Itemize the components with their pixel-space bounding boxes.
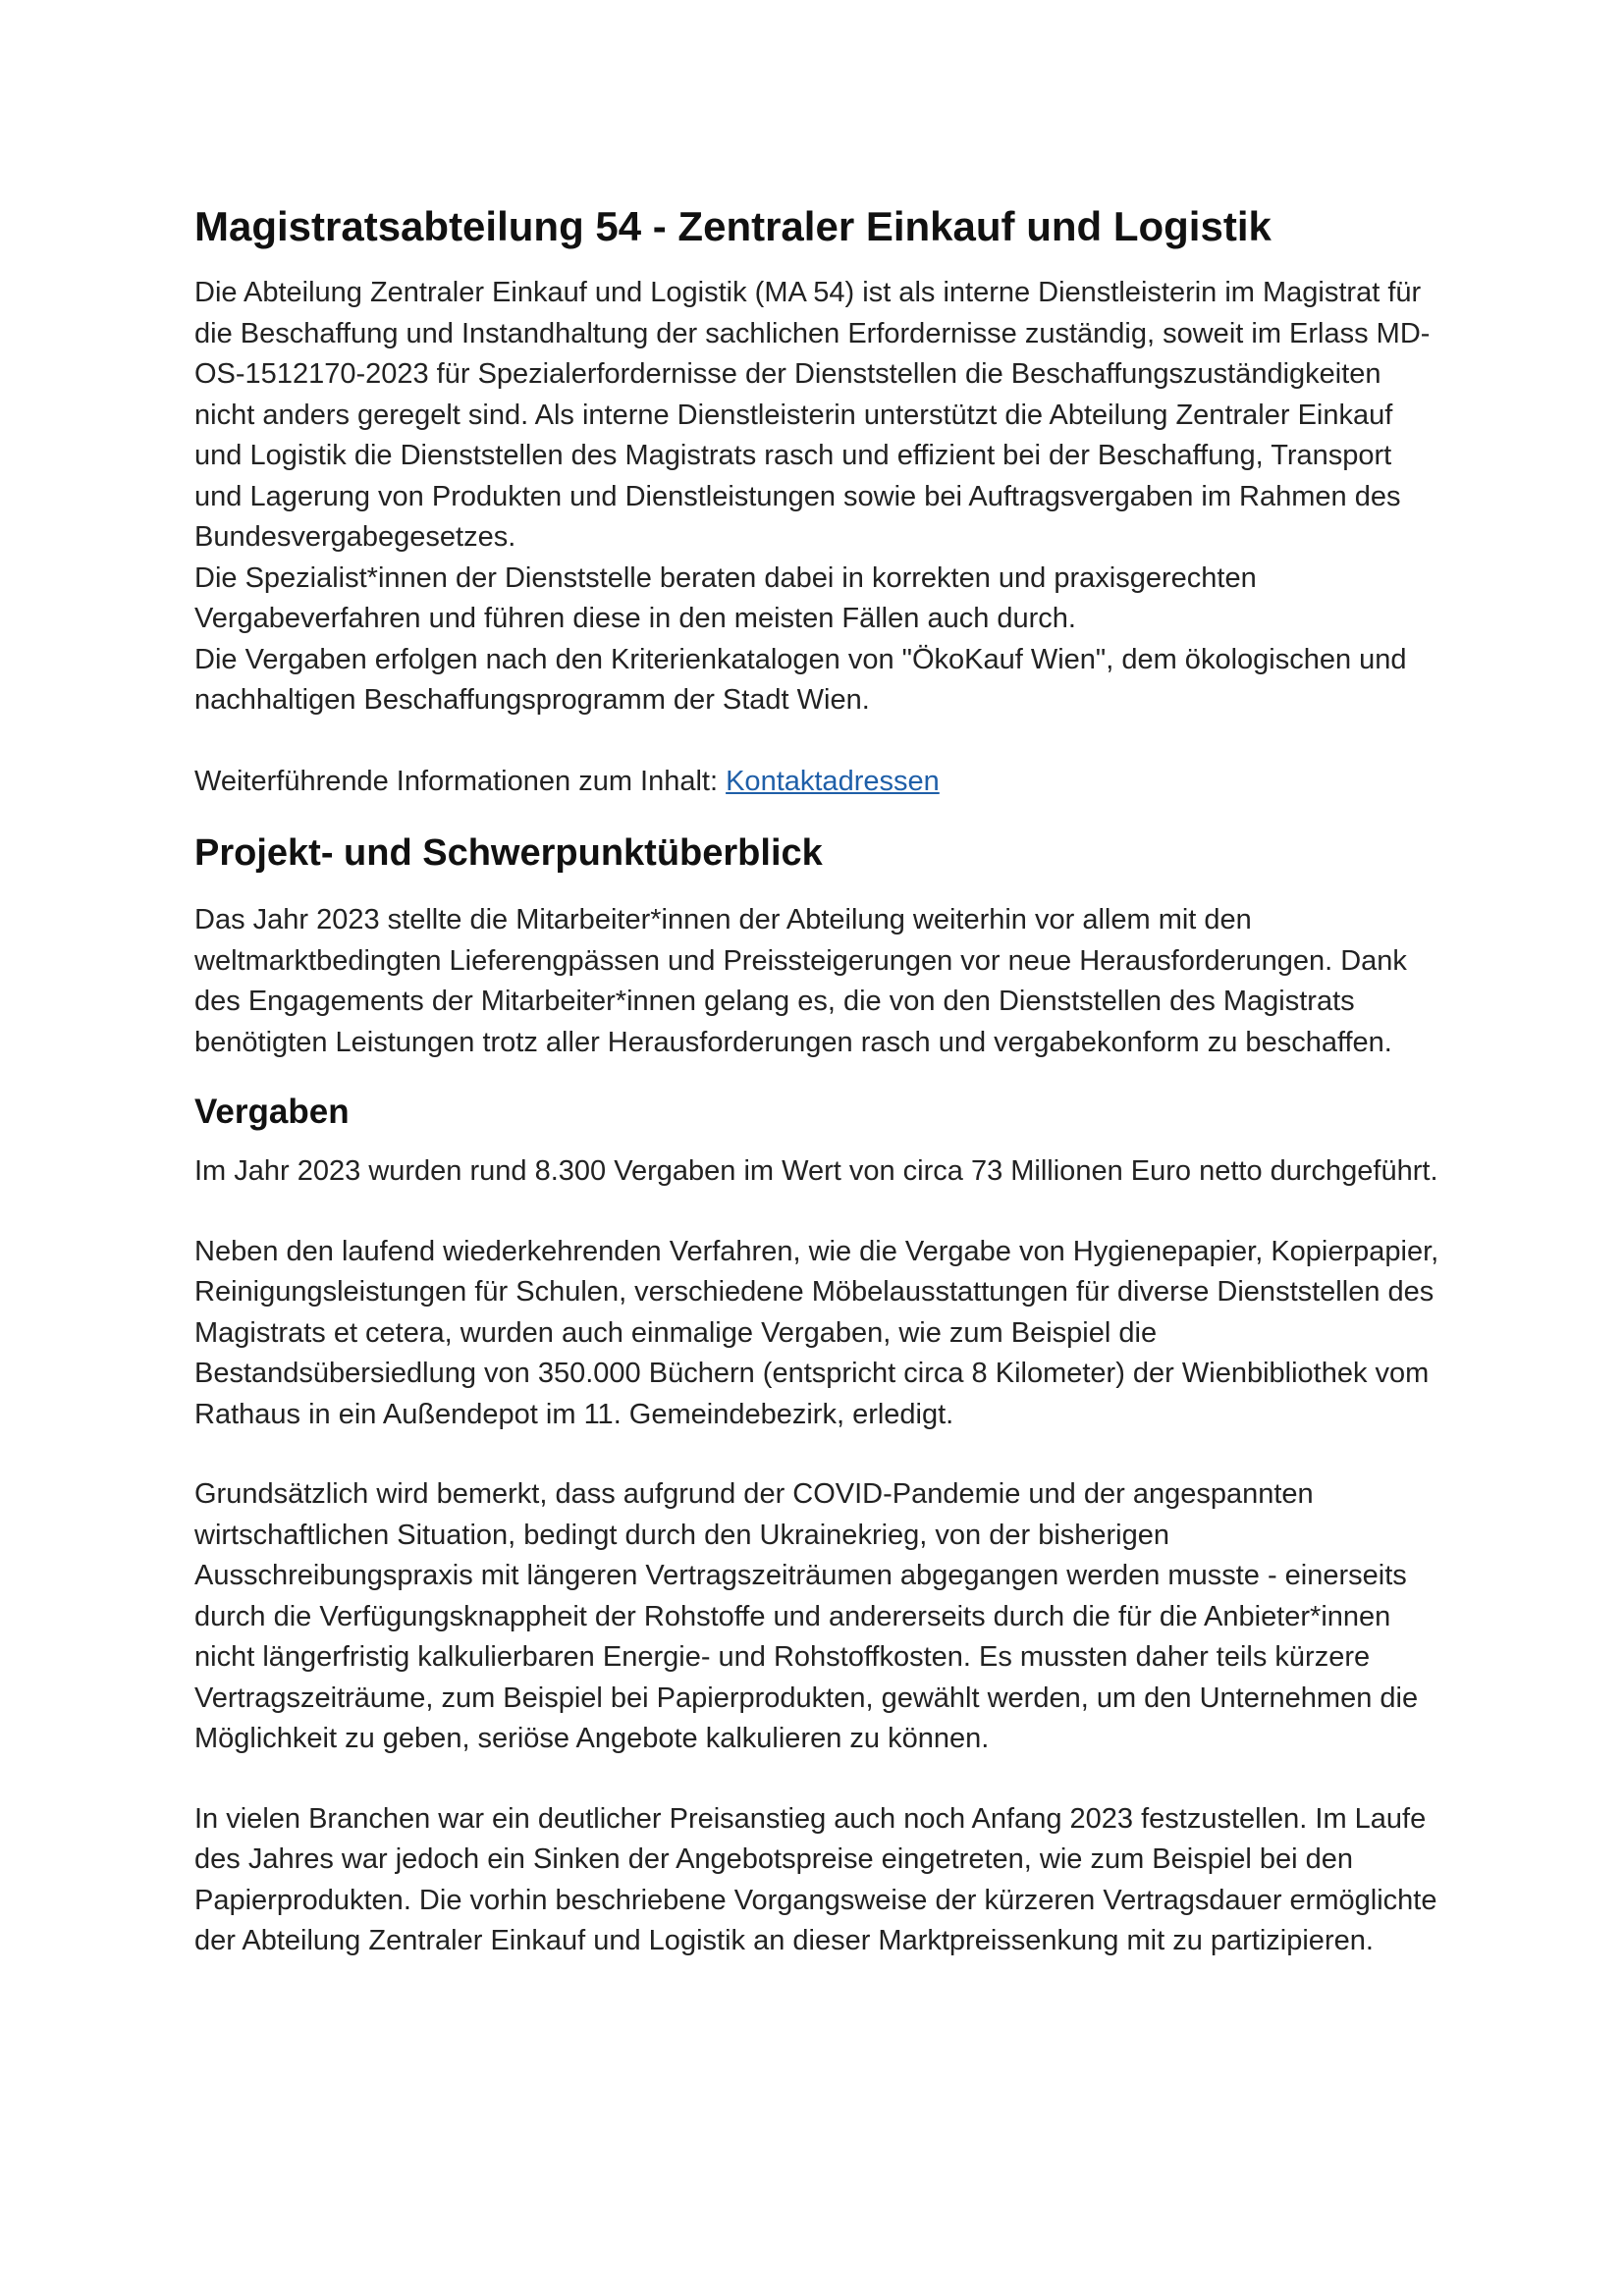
intro-paragraph-3: Die Vergaben erfolgen nach den Kriterienkatalogen von "ÖkoKauf Wien", dem ökologischen und nachhaltigen Beschaffungsprogramm der Stadt Wien.	[194, 643, 1407, 716]
document-page	[194, 194, 1439, 1962]
more-info-label: Weiterführende Informationen zum Inhalt:	[194, 765, 727, 797]
section-vergaben-title: Vergaben	[194, 1093, 350, 1131]
section-overview-text: Das Jahr 2023 stellte die Mitarbeiter*innen der Abteilung weiterhin vor allem mit den weltmarktbedingten Lieferengpässen und Preissteigerungen vor neue Herausforderungen. Dank des Engagements der Mitarbeiter*innen gelang es, die von den Dienststellen des Magistrats benötigten Leistungen trotz aller Herausforderungen rasch und vergabekonform zu beschaffen.	[194, 904, 1407, 1058]
vergaben-paragraph-2: Neben den laufend wiederkehrenden Verfahren, wie die Vergabe von Hygienepapier, Kopierpapier, Reinigungsleistungen für Schulen, verschiedene Möbelausstattungen für diverse Dienststellen des Magistrats et cetera, wurden auch einmalige Vergaben, wie zum Beispiel die Bestandsübersiedlung von 350.000 Büchern (entspricht circa 8 Kilometer) der Wienbibliothek vom Rathaus in ein Außendepot im 11. Gemeindebezirk, erledigt.	[194, 1235, 1439, 1430]
contact-addresses-link[interactable]: Kontaktadressen	[726, 765, 940, 797]
section-overview-title: Projekt- und Schwerpunktüberblick	[194, 832, 823, 874]
vergaben-paragraph-4: In vielen Branchen war ein deutlicher Preisanstieg auch noch Anfang 2023 festzustellen. Im Laufe des Jahres war jedoch ein Sinken der Angebotspreise eingetreten, wie zum Beispiel bei den Papierprodukten. Die vorhin beschriebene Vorgangsweise der kürzeren Vertragsdauer ermöglichte der Abteilung Zentraler Einkauf und Logistik an dieser Marktpreissenkung mit zu partizipieren.	[194, 1802, 1437, 1956]
intro-paragraph-2: Die Spezialist*innen der Dienststelle beraten dabei in korrekten und praxisgerechten Vergabeverfahren und führen diese in den meisten Fällen auch durch.	[194, 561, 1257, 634]
more-info-line	[194, 762, 1439, 803]
vergaben-paragraph-3: Grundsätzlich wird bemerkt, dass aufgrund der COVID-Pandemie und der angespannten wirtschaftlichen Situation, bedingt durch den Ukrainekrieg, von der bisherigen Ausschreibungspraxis mit längeren Vertragszeiträumen abgegangen werden musste - einerseits durch die Verfügungsknappheit der Rohstoffe und andererseits durch die für die Anbieter*innen nicht längerfristig kalkulierbaren Energie- und Rohstoffkosten. Es mussten daher teils kürzere Vertragszeiträume, zum Beispiel bei Papierprodukten, gewählt werden, um den Unternehmen die Möglichkeit zu geben, seriöse Angebote kalkulieren zu können.	[194, 1478, 1419, 1754]
intro-paragraph-1: Die Abteilung Zentraler Einkauf und Logistik (MA 54) ist als interne Dienstleisterin im Magistrat für die Beschaffung und Instandhaltung der sachlichen Erfordernisse zuständig, soweit im Erlass MD-OS-1512170-2023 für Spezialerfordernisse der Dienststellen die Beschaffungszuständigkeiten nicht anders geregelt sind. Als interne Dienstleisterin unterstützt die Abteilung Zentraler Einkauf und Logistik die Dienststellen des Magistrats rasch und effizient bei der Beschaffung, Transport und Lagerung von Produkten und Dienstleistungen sowie bei Auftragsvergaben im Rahmen des Bundesvergabegesetzes.	[194, 277, 1431, 553]
page-title: Magistratsabteilung 54 - Zentraler Einkauf und Logistik	[194, 203, 1272, 249]
vergaben-paragraph-1: Im Jahr 2023 wurden rund 8.300 Vergaben im Wert von circa 73 Millionen Euro netto durchgeführt.	[194, 1155, 1438, 1187]
